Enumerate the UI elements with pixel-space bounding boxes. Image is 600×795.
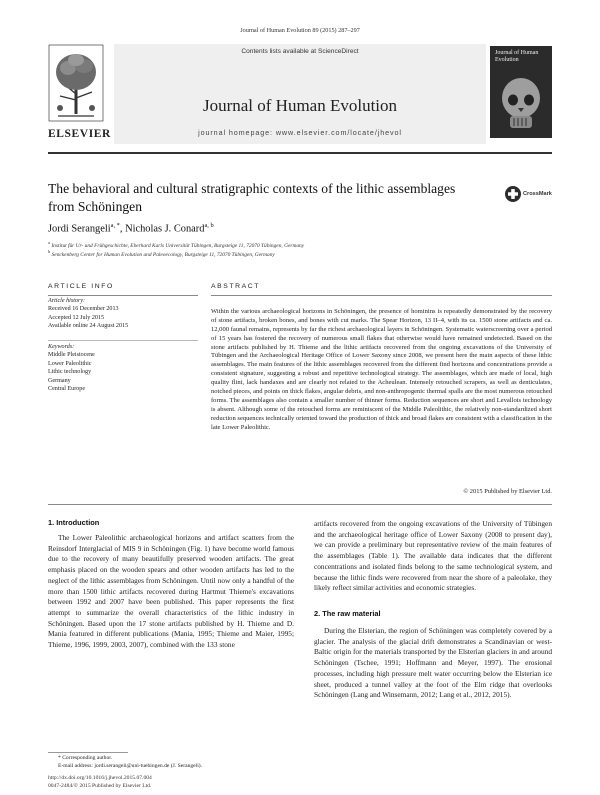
keywords-block xyxy=(48,343,198,393)
elsevier-tree-icon xyxy=(48,44,104,122)
affiliation-text: Senckenberg Center for Human Evolution and Paleoecology, Burgsteige 11, 72070 Tübingen, Germany xyxy=(51,251,275,258)
journal-banner xyxy=(114,44,486,144)
article-info-rule xyxy=(48,295,198,296)
abstract-body: Within the various archaeological horizons in Schöningen, the presence of hominins is repeatedly demonstrated by the recovery of stone artifacts, broken bones, and bones with cut marks. The Spear Horizon, 13 II–4, with its ca. 1500 stone artifacts and ca. 12,000 faunal remains, represents by far the richest archaeological layers in Schöningen. Systematic waterscreening over a period of 15 years has fostered the recovery of numerous small flakes that otherwise would have remained undetected. Based on the stone artifacts published by H. Thieme and the lithic artifacts recovered from the ongoing excavations of the University of Tübingen and the Archaeological Heritage Office of Lower Saxony since 2008, we present here the main aspects of these lithic assemblages. The main features of the lithic assemblages recovered from the different find horizons and concentrations provide a consistent signature, suggesting a robust and repetitive technological strategy. The assemblages, which are made of local, high quality flint, lack handaxes and are clearly not related to the Acheulean. Intensely retouched scrapers, as well as denticulates, notched pieces, and points on thick flakes, angular debris, and non-anthropogenic thermal spalls are the most numerous retouched forms. The assemblages also contain a smaller number of thinner forms. Reduction sequences are short and Levallois technology is absent. Although some of the retouched forms are reminiscent of the Middle Paleolithic, the relatively non-standardized short reduction sequences technically oriented toward the production of thick and broad flakes are consistent with a classification in the late Lower Paleolithic. xyxy=(211,308,552,431)
keyword-item: Middle Pleistocene xyxy=(48,352,95,359)
accepted-date: Accepted 12 July 2015 xyxy=(48,314,105,321)
crossmark-label: CrossMark xyxy=(523,191,552,197)
corresponding-author-note: * Corresponding author. xyxy=(58,755,113,761)
journal-homepage-link[interactable]: journal homepage: www.elsevier.com/locate/jhevol xyxy=(198,128,402,137)
introduction-paragraph: The Lower Paleolithic archaeological horizons and artifact scatters from the Reinsdorf Interglacial of MIS 9 in Schöningen (Fig. 1) have become world famous due to the recovery of many beautifully preserved wooden artifacts. The great emphasis placed on the wooden spears and other wooden artifacts has led to the neglect of the lithic assemblages from Schöningen. Until now only a handful of the more than 1500 lithic artifacts recovered during Hartmut Thieme's excavations between 1992 and 2007 have been published. This paper represents the first attempt to summarize the overall characteristics of the lithic industry in Schöningen. Based upon the 17 stone artifacts published by H. Thieme and D. Mania featured in different publications (Mania, 1995; Thieme and Maier, 1995; Thieme, 1996, 1999, 2003, 2007), combined with the 133 stone xyxy=(48,533,294,650)
introduction-paragraph-continued: artifacts recovered from the ongoing excavations of the University of Tübingen and the archaeological heritage office of Lower Saxony (2008 to present day), we can provide a preliminary but representative review of the main features of the assemblages (Table 1). The available data indicates that the different concentrations and isolated finds belong to the same technological system, and because the lithic finds were recovered from near the shore of a paleolake, they likely reflect similar activities and economic strategies. xyxy=(314,519,552,593)
crossmark-icon xyxy=(505,186,521,202)
author-name[interactable]: Nicholas J. Conard xyxy=(125,223,205,235)
raw-material-paragraph: During the Elsterian, the region of Schöningen was completely covered by a glacier. The analysis of the glacial drift demonstrates a Scandinavian or west-Baltic origin for the materials transported by the Elsterian glaciers in and around Schöningen (Tschee, 1991; Hoffmann and Meyer, 1997). The erosional processes, including high pressure melt water occurring below the Elsterian ice sheet, produced a tunnel valley at the foot of the Elm ridge that overlooks Schöningen (Lang and Winsemann, 2012; Lang et al., 2012, 2015). xyxy=(314,626,552,700)
abstract-heading: ABSTRACT xyxy=(211,283,261,290)
contents-available-link[interactable]: Contents lists available at ScienceDirect xyxy=(241,48,359,55)
author-affiliation-marker: a, b xyxy=(204,222,214,229)
abstract-rule xyxy=(211,295,552,296)
raw-material-heading: 2. The raw material xyxy=(314,609,381,618)
elsevier-logo xyxy=(48,44,111,144)
keyword-item: Lower Paleolithic xyxy=(48,360,92,367)
keywords-heading: Keywords: xyxy=(48,344,75,350)
footnote-divider xyxy=(48,752,128,753)
affiliation-marker: a xyxy=(48,240,50,245)
info-divider xyxy=(48,340,198,341)
article-history xyxy=(48,297,198,331)
affiliation-text: Institut für Ur- und Frühgeschichte, Eberhard Karls Universität Tübingen, Burgsteige 11, 72070 Tübingen, Germany xyxy=(51,242,305,249)
journal-citation: Journal of Human Evolution 89 (2015) 287–297 xyxy=(240,27,360,34)
affiliation-a xyxy=(48,240,552,249)
keyword-item: Lithic technology xyxy=(48,369,92,376)
online-date: Available online 24 August 2015 xyxy=(48,323,129,330)
article-title: The behavioral and cultural stratigraphic contexts of the lithic assemblages from Schöningen xyxy=(48,181,456,214)
cover-title: Journal of Human Evolution xyxy=(495,50,539,63)
author-separator: , xyxy=(119,223,126,235)
journal-title: Journal of Human Evolution xyxy=(202,96,398,115)
keyword-item: Germany xyxy=(48,377,71,384)
email-text[interactable]: E-mail address: jordi.serangeli@uni-tuebingen.de (J. Serangeli). xyxy=(58,763,203,769)
abstract-copyright: © 2015 Published by Elsevier Ltd. xyxy=(463,488,552,495)
doi-link[interactable]: http://dx.doi.org/10.1016/j.jhevol.2015.07.004 xyxy=(48,775,152,781)
received-date: Received 16 December 2013 xyxy=(48,306,119,313)
skull-icon xyxy=(498,74,544,132)
author-affiliation-marker: a, * xyxy=(110,222,120,229)
keyword-item: Central Europe xyxy=(48,386,86,393)
crossmark-button[interactable] xyxy=(505,186,553,212)
introduction-heading: 1. Introduction xyxy=(48,518,100,527)
article-history-heading: Article history: xyxy=(48,298,86,304)
abstract-bottom-rule xyxy=(48,504,552,505)
journal-header xyxy=(48,44,552,146)
issn-line: 0047-2484/© 2015 Published by Elsevier Ltd. xyxy=(48,783,152,789)
author-list xyxy=(48,222,468,234)
author-name[interactable]: Jordi Serangeli xyxy=(48,223,111,235)
article-info-heading: ARTICLE INFO xyxy=(48,283,114,290)
affiliation-marker: b xyxy=(48,249,51,254)
affiliation-b xyxy=(48,249,552,258)
header-divider xyxy=(48,152,552,154)
elsevier-wordmark: ELSEVIER xyxy=(48,128,111,140)
email-note xyxy=(48,763,294,771)
journal-cover-image xyxy=(490,46,552,138)
